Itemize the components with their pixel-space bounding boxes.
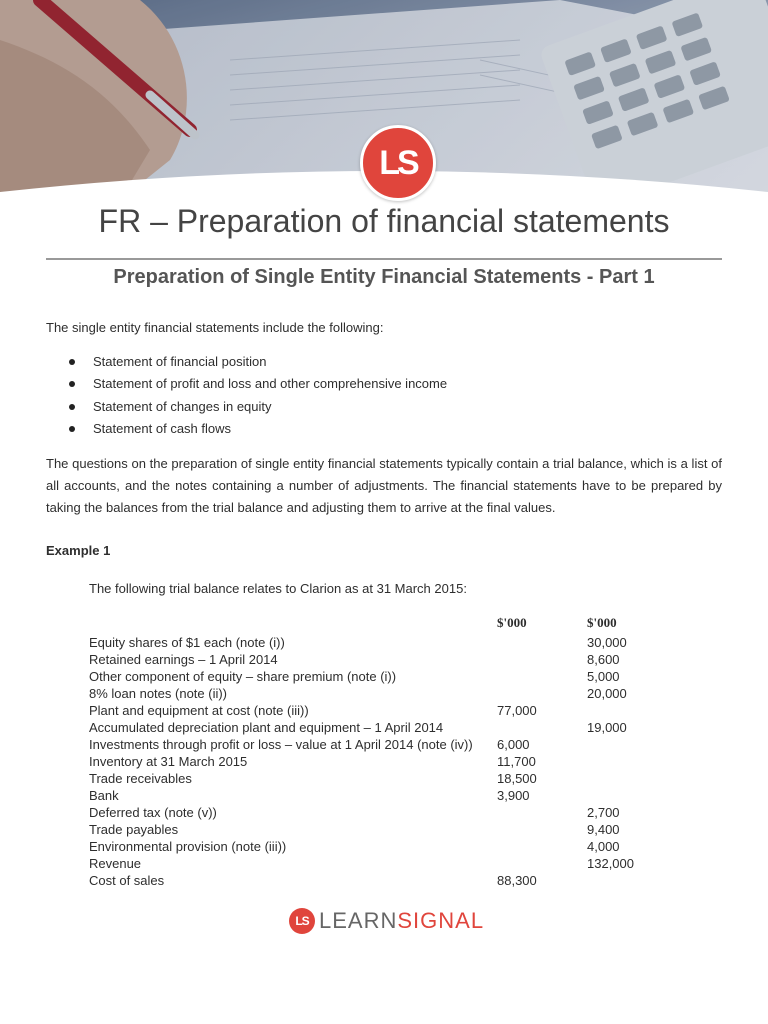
row-label: Trade receivables (89, 771, 192, 786)
row-label: Retained earnings – 1 April 2014 (89, 652, 278, 667)
row-credit: 4,000 (587, 839, 620, 854)
row-credit: 20,000 (587, 686, 627, 701)
table-row (89, 855, 649, 872)
debit-column-header: $'000 (497, 615, 527, 630)
page-subtitle: Preparation of Single Entity Financial Statements - Part 1 (113, 266, 655, 288)
table-row (89, 668, 649, 685)
table-row (89, 736, 649, 753)
row-label: Inventory at 31 March 2015 (89, 754, 248, 769)
table-row (89, 651, 649, 668)
list-item (46, 375, 726, 397)
table-row (89, 821, 649, 838)
trial-balance-intro: The following trial balance relates to Clarion as at 31 March 2015: (89, 581, 467, 596)
intro-text: The single entity financial statements include the following: (46, 320, 384, 335)
example-heading: Example 1 (46, 543, 111, 558)
row-debit: 6,000 (497, 737, 530, 752)
brand-signal: SIGNAL (397, 908, 485, 933)
row-label: Other component of equity – share premium (note (i)) (89, 669, 397, 684)
credit-column-header: $'000 (587, 615, 617, 630)
table-row (89, 770, 649, 787)
row-label: Accumulated depreciation plant and equipment – 1 April 2014 (89, 720, 444, 735)
bullet-icon (69, 426, 75, 432)
list-item-label: Statement of cash flows (93, 420, 232, 436)
list-item-label: Statement of profit and loss and other comprehensive income (93, 376, 448, 392)
row-credit: 8,600 (587, 652, 620, 667)
table-row (89, 787, 649, 804)
row-debit: 77,000 (497, 703, 537, 718)
table-row (89, 838, 649, 855)
row-credit: 5,000 (587, 669, 620, 684)
table-row (89, 702, 649, 719)
table-row (89, 719, 649, 736)
table-row (89, 804, 649, 821)
bullet-icon (69, 404, 75, 410)
table-row (89, 753, 649, 770)
row-label: 8% loan notes (note (ii)) (89, 686, 228, 701)
statement-list (46, 353, 726, 442)
row-debit: 88,300 (497, 873, 537, 888)
row-label: Revenue (89, 856, 142, 871)
list-item (46, 398, 726, 420)
row-label: Equity shares of $1 each (note (i)) (89, 635, 285, 650)
list-item-label: Statement of financial position (93, 354, 267, 369)
trial-balance-table (89, 634, 649, 889)
footer-logo-badge: LS (289, 908, 315, 934)
row-debit: 3,900 (497, 788, 530, 803)
row-credit: 2,700 (587, 805, 620, 820)
row-label: Trade payables (89, 822, 179, 837)
brand-learn: LEARN (319, 908, 398, 933)
table-row (89, 634, 649, 651)
bullet-icon (69, 381, 75, 387)
row-credit: 30,000 (587, 635, 627, 650)
list-item (46, 420, 726, 442)
row-debit: 18,500 (497, 771, 537, 786)
row-label: Investments through profit or loss – value at 1 April 2014 (note (iv)) (89, 737, 473, 752)
table-row (89, 872, 649, 889)
title-divider (46, 258, 722, 260)
bullet-icon (69, 359, 75, 365)
footer-logo (289, 908, 484, 934)
row-label: Deferred tax (note (v)) (89, 805, 217, 820)
page-title: FR – Preparation of financial statements (98, 203, 670, 239)
row-credit: 19,000 (587, 720, 627, 735)
row-label: Bank (89, 788, 119, 803)
row-credit: 132,000 (587, 856, 634, 871)
row-label: Environmental provision (note (iii)) (89, 839, 287, 854)
row-debit: 11,700 (497, 754, 536, 769)
learnsignal-logo-badge: LS (360, 125, 436, 201)
row-label: Cost of sales (89, 873, 165, 888)
description-paragraph: The questions on the preparation of single entity financial statements typically contain a trial balance, which is a list of all accounts, and the notes containing a number of adjustments. The financial statements have to be prepared by taking the balances from the trial balance and adjusting them to arrive at the final values. (46, 456, 722, 515)
footer-brand-name (319, 908, 484, 934)
list-item-label: Statement of changes in equity (93, 398, 272, 414)
list-item (46, 353, 726, 375)
row-label: Plant and equipment at cost (note (iii)) (89, 703, 309, 718)
row-credit: 9,400 (587, 822, 620, 837)
table-row (89, 685, 649, 702)
